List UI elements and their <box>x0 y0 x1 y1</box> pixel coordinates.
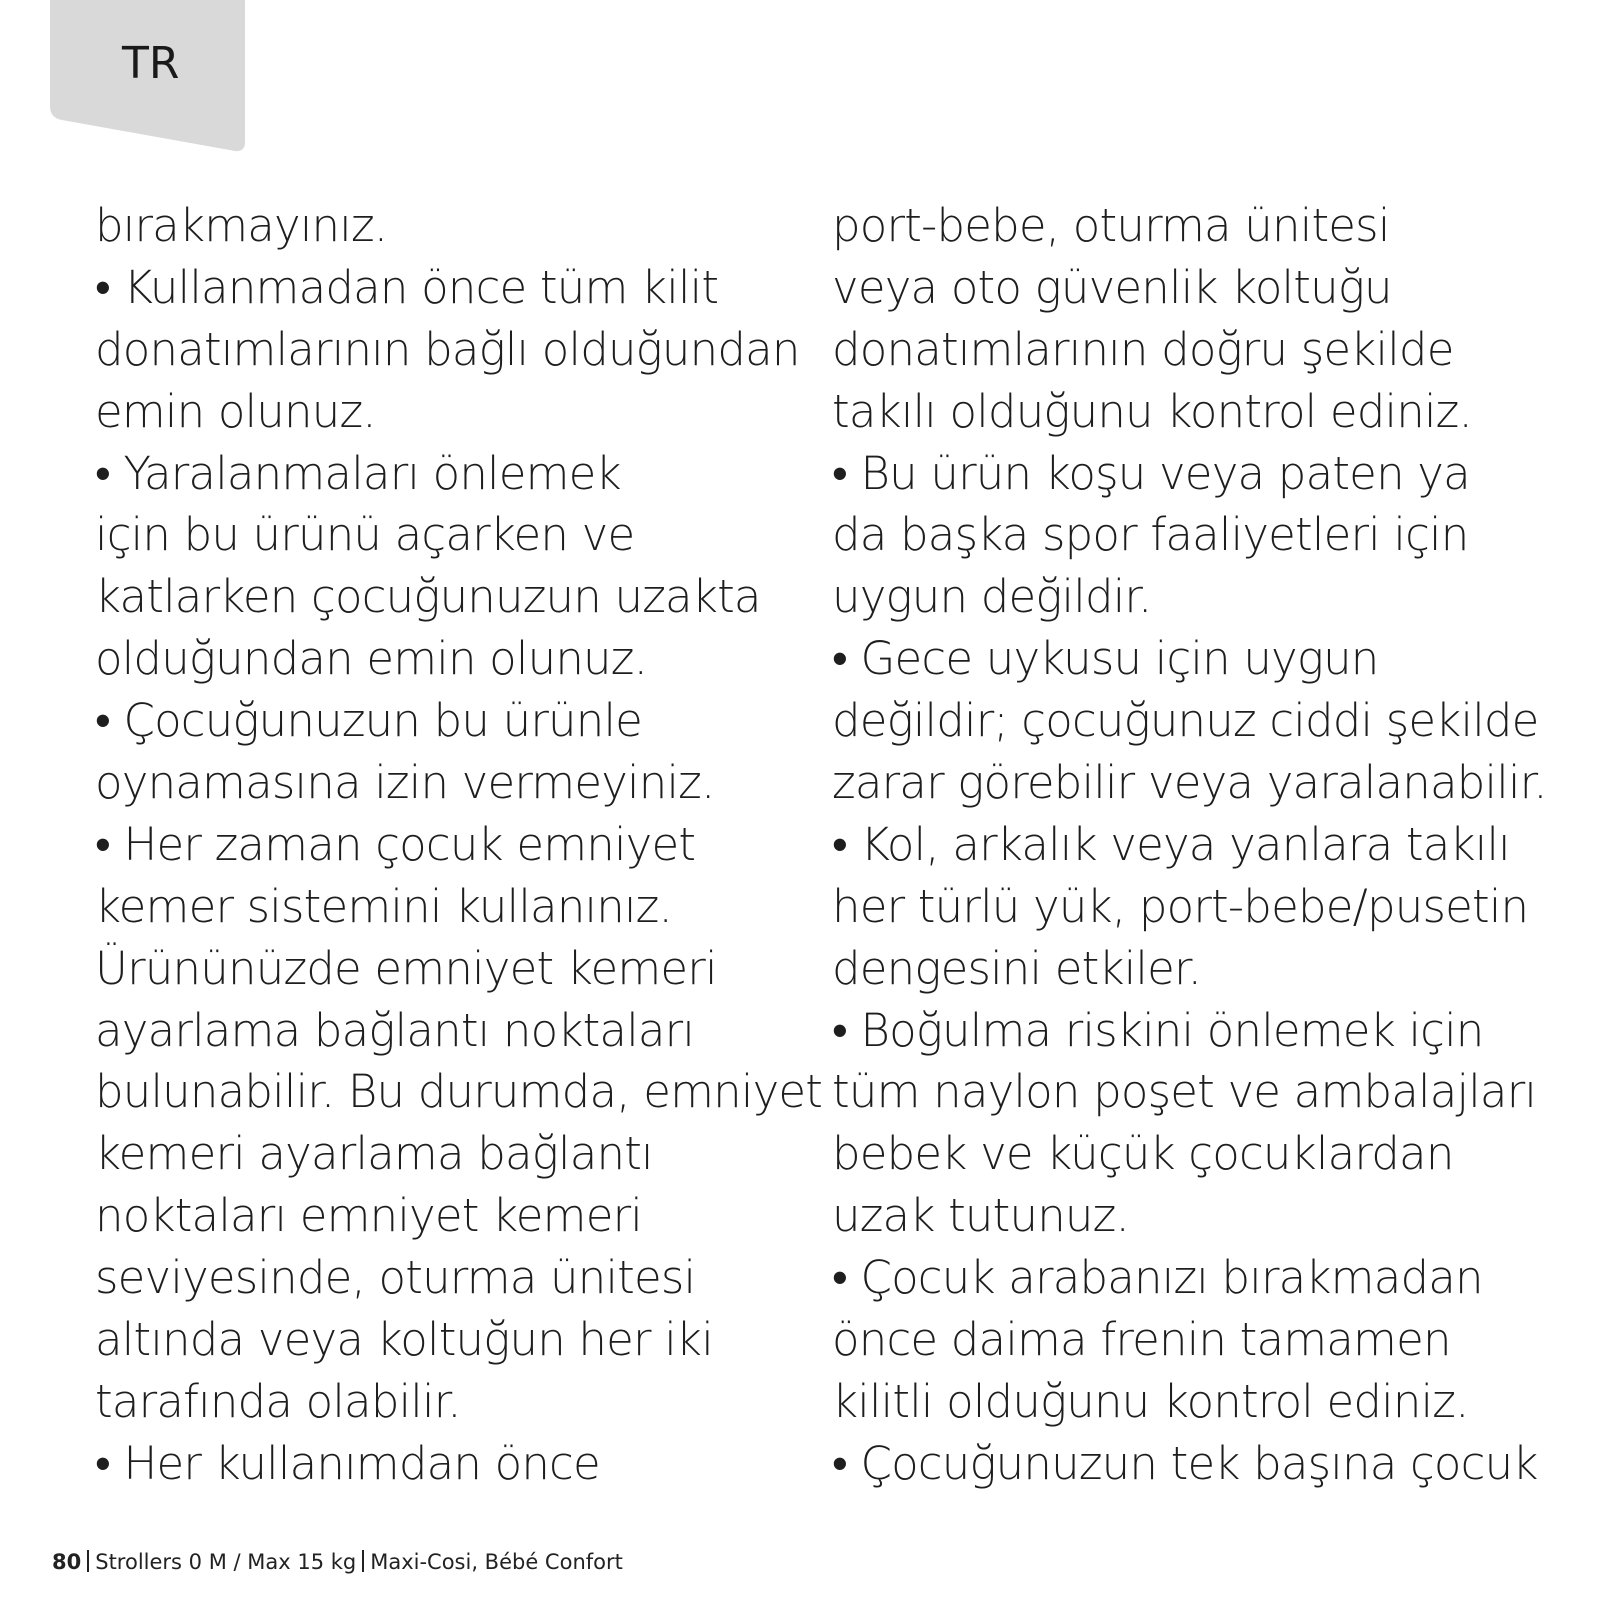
right-text-column <box>832 195 1547 1495</box>
text-line: seviyesinde, oturma ünitesi <box>95 1251 696 1305</box>
text-line: katlarken çocuğunuzun uzakta <box>95 570 761 624</box>
text-line: • Yaralanmaları önlemek <box>95 446 621 500</box>
page-number: 80 <box>52 1550 82 1574</box>
left-text-column <box>95 195 823 1495</box>
text-line: • Çocuk arabanızı bırakmadan <box>832 1251 1483 1305</box>
text-line: Ürününüzde emniyet kemeri <box>95 941 717 995</box>
text-line: • Çocuğunuzun bu ürünle <box>95 694 643 748</box>
footer-separator <box>87 1550 89 1572</box>
text-line: uygun değildir. <box>832 570 1152 624</box>
text-line: bulunabilir. Bu durumda, emniyet <box>95 1065 823 1119</box>
text-line: • Her zaman çocuk emniyet <box>95 817 696 871</box>
text-line: her türlü yük, port-bebe/pusetin <box>832 879 1529 933</box>
text-line: emin olunuz. <box>95 384 376 438</box>
text-line: dengesini etkiler. <box>832 941 1202 995</box>
language-tab <box>0 0 250 155</box>
text-line: ayarlama bağlantı noktaları <box>95 1003 695 1057</box>
text-line: • Kullanmadan önce tüm kilit <box>95 260 719 314</box>
text-line: değildir; çocuğunuz ciddi şekilde <box>832 694 1539 748</box>
text-line: takılı olduğunu kontrol ediniz. <box>832 384 1472 438</box>
text-line: kemer sistemini kullanınız. <box>95 879 673 933</box>
text-line: noktaları emniyet kemeri <box>95 1189 642 1243</box>
text-line: • Gece uykusu için uygun <box>832 632 1379 686</box>
text-line: • Her kullanımdan önce <box>95 1436 600 1490</box>
text-line: da başka spor faaliyetleri için <box>832 508 1469 562</box>
text-line: uzak tutunuz. <box>832 1189 1129 1243</box>
text-line: • Çocuğunuzun tek başına çocuk <box>832 1436 1538 1490</box>
footer-brand: Maxi-Cosi, Bébé Confort <box>370 1550 623 1574</box>
text-line: tüm naylon poşet ve ambalajları <box>832 1065 1537 1119</box>
language-label: TR <box>122 38 180 89</box>
text-line: • Boğulma riskini önlemek için <box>832 1003 1484 1057</box>
text-line: kemeri ayarlama bağlantı <box>95 1127 653 1181</box>
text-line: bebek ve küçük çocuklardan <box>832 1127 1454 1181</box>
text-line: zarar görebilir veya yaralanabilir. <box>832 756 1547 810</box>
text-line: port-bebe, oturma ünitesi <box>832 199 1390 252</box>
text-line: olduğundan emin olunuz. <box>95 632 648 686</box>
text-line: • Kol, arkalık veya yanlara takılı <box>832 817 1510 871</box>
footer-separator <box>362 1550 364 1572</box>
page-footer <box>52 1548 623 1576</box>
text-line: • Bu ürün koşu veya paten ya <box>832 446 1470 500</box>
text-line: donatımlarının bağlı olduğundan <box>95 322 800 376</box>
text-line: tarafında olabilir. <box>95 1374 461 1428</box>
text-line: önce daima frenin tamamen <box>832 1313 1451 1367</box>
text-line: için bu ürünü açarken ve <box>95 508 635 562</box>
text-line: oynamasına izin vermeyiniz. <box>95 756 715 810</box>
text-line: kilitli olduğunu kontrol ediniz. <box>832 1374 1469 1428</box>
text-line: bırakmayınız. <box>95 199 388 252</box>
text-line: donatımlarının doğru şekilde <box>832 322 1454 376</box>
footer-product: Strollers 0 M / Max 15 kg <box>95 1550 357 1574</box>
text-line: altında veya koltuğun her iki <box>95 1313 713 1367</box>
text-line: veya oto güvenlik koltuğu <box>832 260 1392 314</box>
